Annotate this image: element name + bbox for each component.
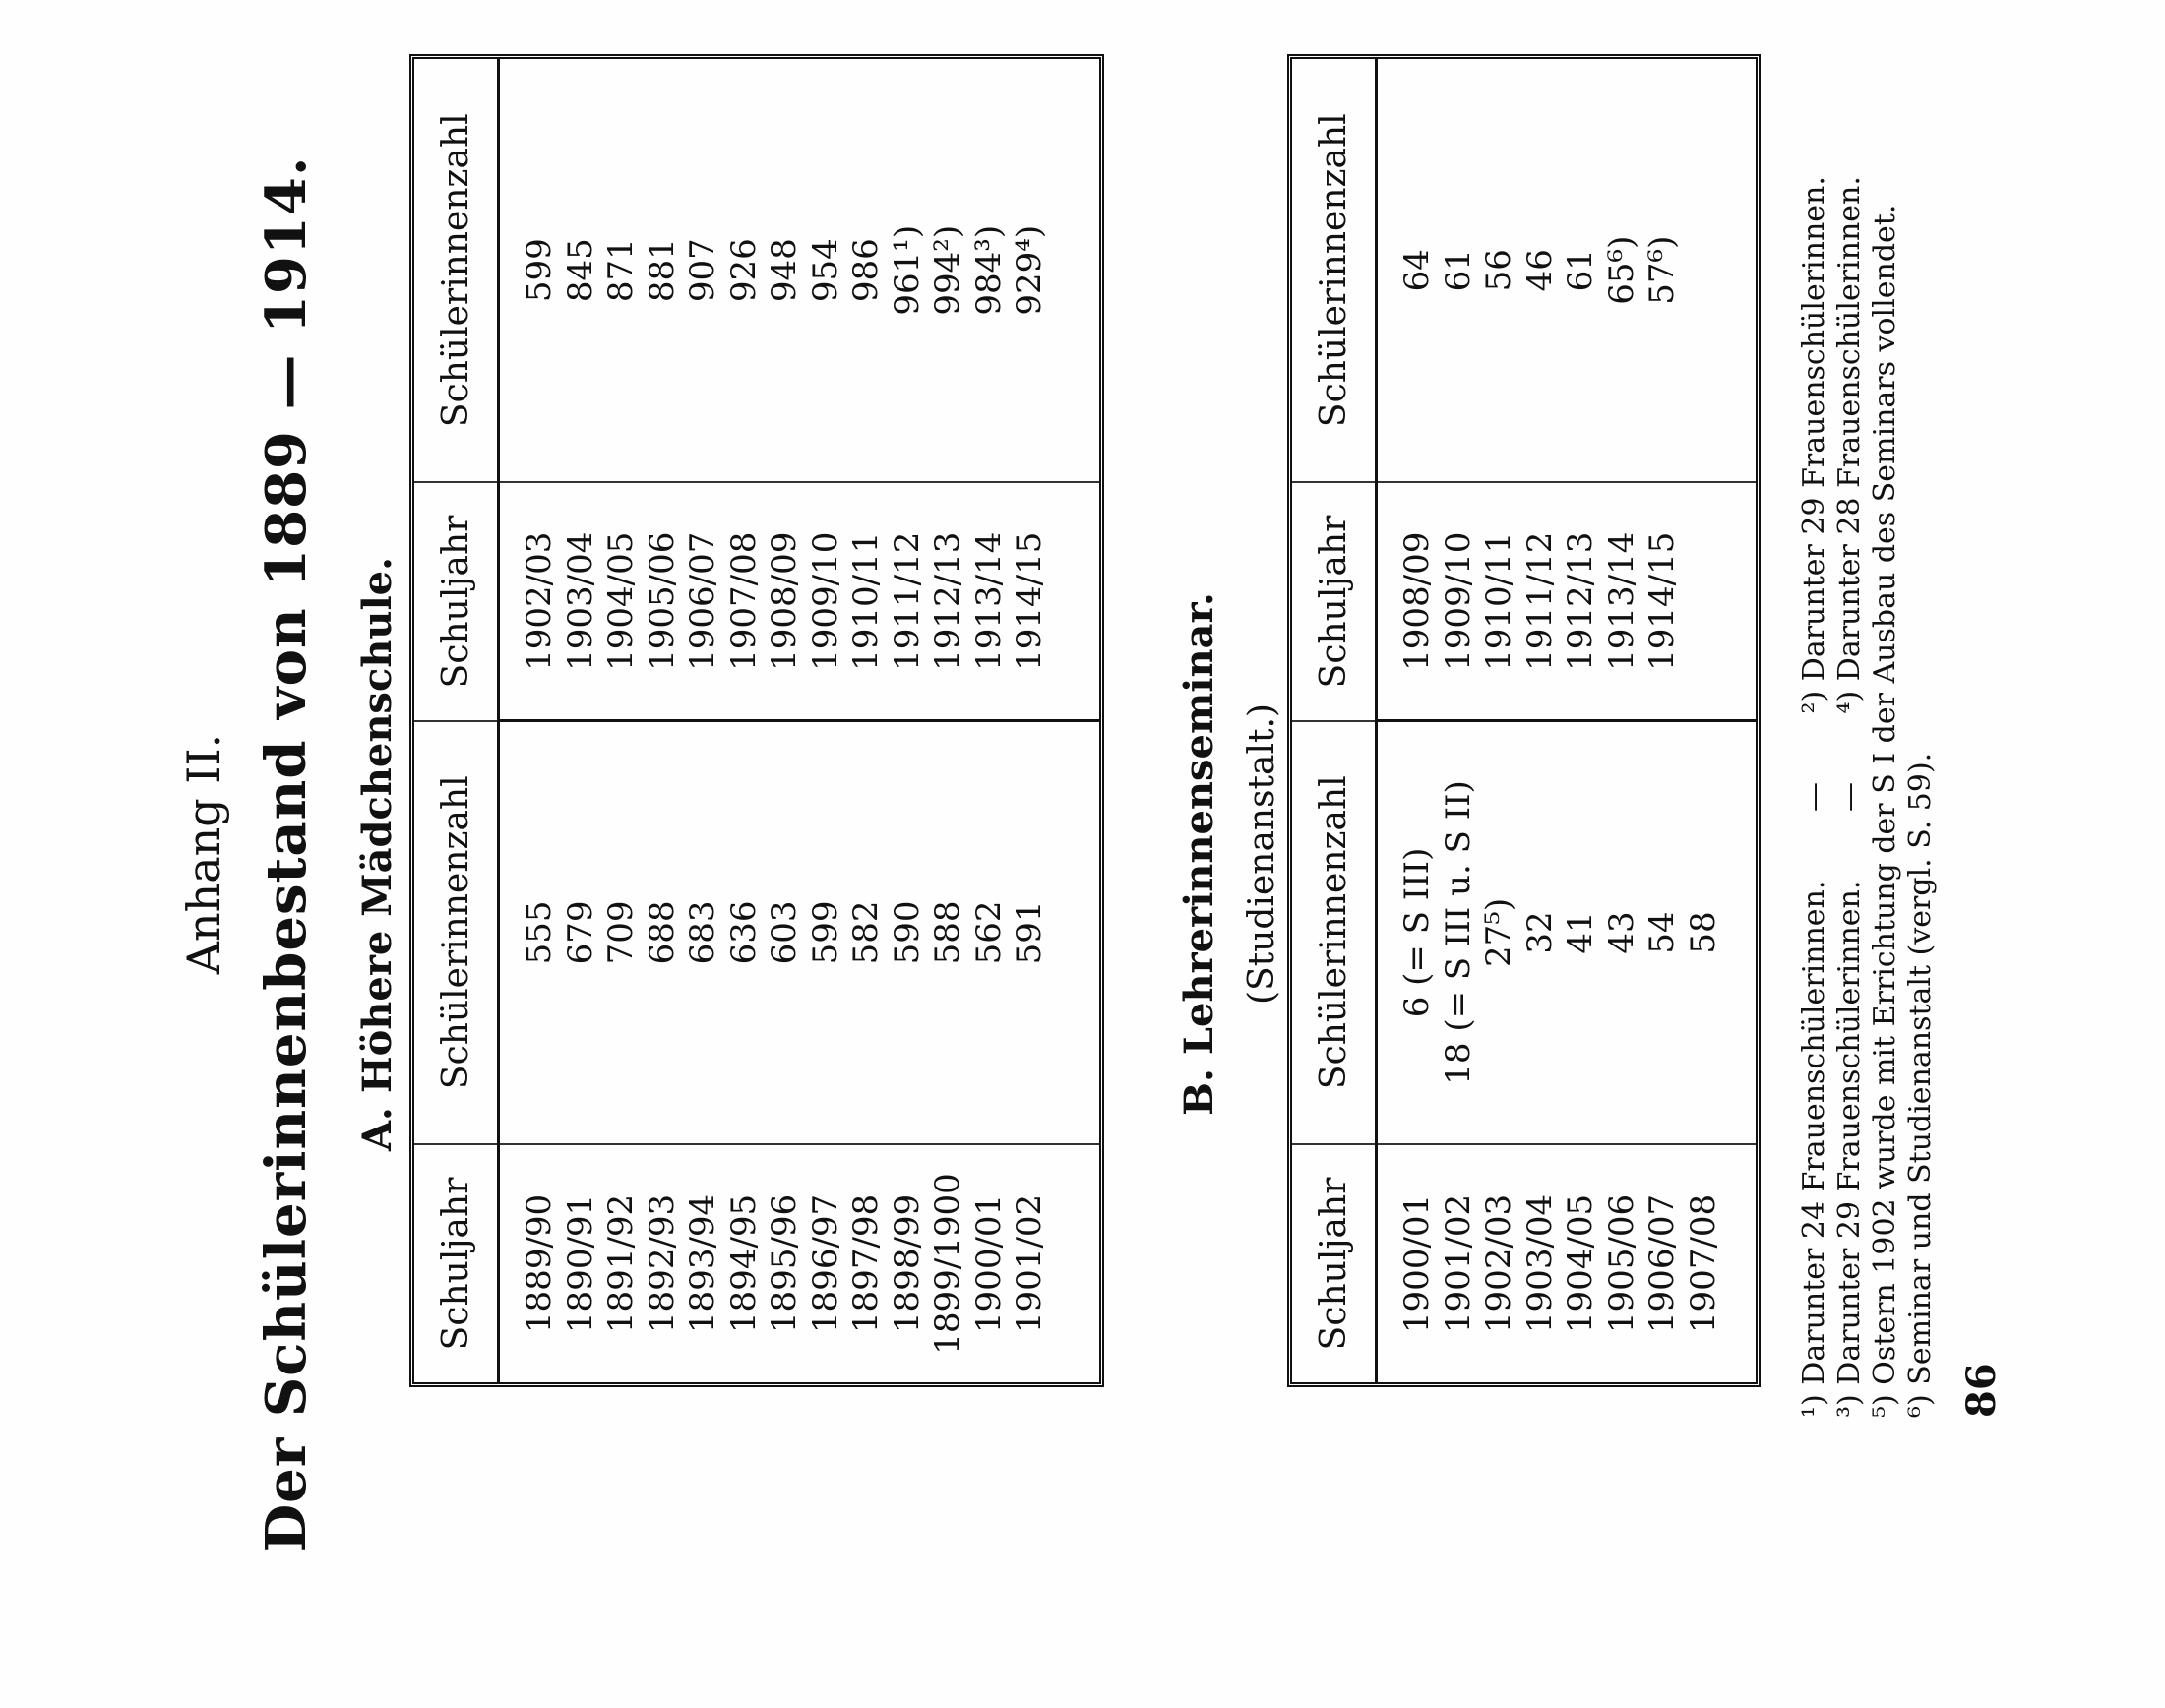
count-list: 64 61 56 46 61 65⁶) 57⁶) xyxy=(1397,235,1682,305)
column-years xyxy=(499,482,1100,720)
year-list: 1900/01 1901/02 1902/03 1903/04 1904/05 1905/06 1906/07 1907/08 xyxy=(1397,1193,1723,1334)
section-b-title: B. Lehrerinnenseminar. xyxy=(1176,592,1222,1116)
footnote-separator: — xyxy=(1832,782,1867,813)
page-number: 86 xyxy=(1958,1363,2005,1418)
footnote-1: ¹) Darunter 24 Frauenschülerinnen. xyxy=(1797,880,1831,1418)
header-schuljahr: Schuljahr xyxy=(414,1144,499,1382)
footnote-line xyxy=(1797,40,1832,1418)
column-years xyxy=(1377,482,1757,720)
count-list: 555 679 709 688 683 636 603 599 582 590 588 562 591 xyxy=(520,900,1049,965)
page-title: Der Schülerinnenbestand von 1889 — 1914. xyxy=(254,155,319,1553)
count-list: 599 845 871 881 907 926 948 954 986 961¹) 994²) 984³) 929⁴) xyxy=(520,224,1049,316)
column-counts xyxy=(499,721,1100,1144)
year-list: 1902/03 1903/04 1904/05 1905/06 1906/07 1907/08 1908/09 1909/10 1910/11 1911/12 1912/13 1913/14 1914/15 xyxy=(520,531,1049,671)
table-lehrerinnenseminar xyxy=(1287,54,1761,1387)
header-schuelerinnenzahl: Schülerinnenzahl xyxy=(1292,59,1377,482)
header-schuelerinnenzahl: Schülerinnenzahl xyxy=(414,721,499,1144)
footnote-5: ⁵) Ostern 1902 wurde mit Errichtung der S I der Ausbau des Seminars vollendet. xyxy=(1868,204,1902,1418)
section-b-subtitle: (Studienanstalt.) xyxy=(1242,703,1282,1005)
header-schuelerinnenzahl: Schülerinnenzahl xyxy=(1292,721,1377,1144)
count-list: 6 (= S III) 18 (= S III u. S II) 27⁵) 32 41 43 54 58 xyxy=(1397,780,1723,1085)
footnote-separator: — xyxy=(1797,782,1831,813)
footnote-4: ⁴) Darunter 28 Frauenschülerinnen. xyxy=(1832,176,1867,714)
column-counts xyxy=(1377,59,1757,482)
footnote-2: ²) Darunter 29 Frauenschülerinnen. xyxy=(1797,176,1831,714)
column-years xyxy=(499,1144,1100,1382)
year-list: 1889/90 1890/91 1891/92 1892/93 1893/94 1894/95 1895/96 1896/97 1897/98 1898/99 1899/1900 1900/01 1901/02 xyxy=(520,1173,1049,1355)
footnote-3: ³) Darunter 29 Frauenschülerinnen. xyxy=(1832,880,1867,1418)
header-schuelerinnenzahl: Schülerinnenzahl xyxy=(414,59,499,482)
header-schuljahr: Schuljahr xyxy=(1292,482,1377,720)
section-a-title: A. Höhere Mädchenschule. xyxy=(354,556,401,1152)
year-list: 1908/09 1909/10 1910/11 1911/12 1912/13 1913/14 1914/15 xyxy=(1397,531,1682,671)
column-years xyxy=(1377,1144,1757,1382)
table-hoehere-maedchenschule xyxy=(409,54,1104,1387)
footnote-6: ⁶) Seminar und Studienanstalt (vergl. S. 59). xyxy=(1903,752,1938,1418)
column-counts xyxy=(499,59,1100,482)
appendix-heading: Anhang II. xyxy=(177,733,230,975)
header-schuljahr: Schuljahr xyxy=(1292,1144,1377,1382)
footnote-line xyxy=(1832,40,1868,1418)
column-counts xyxy=(1377,721,1757,1144)
header-schuljahr: Schuljahr xyxy=(414,482,499,720)
footnotes xyxy=(1797,40,1939,1418)
